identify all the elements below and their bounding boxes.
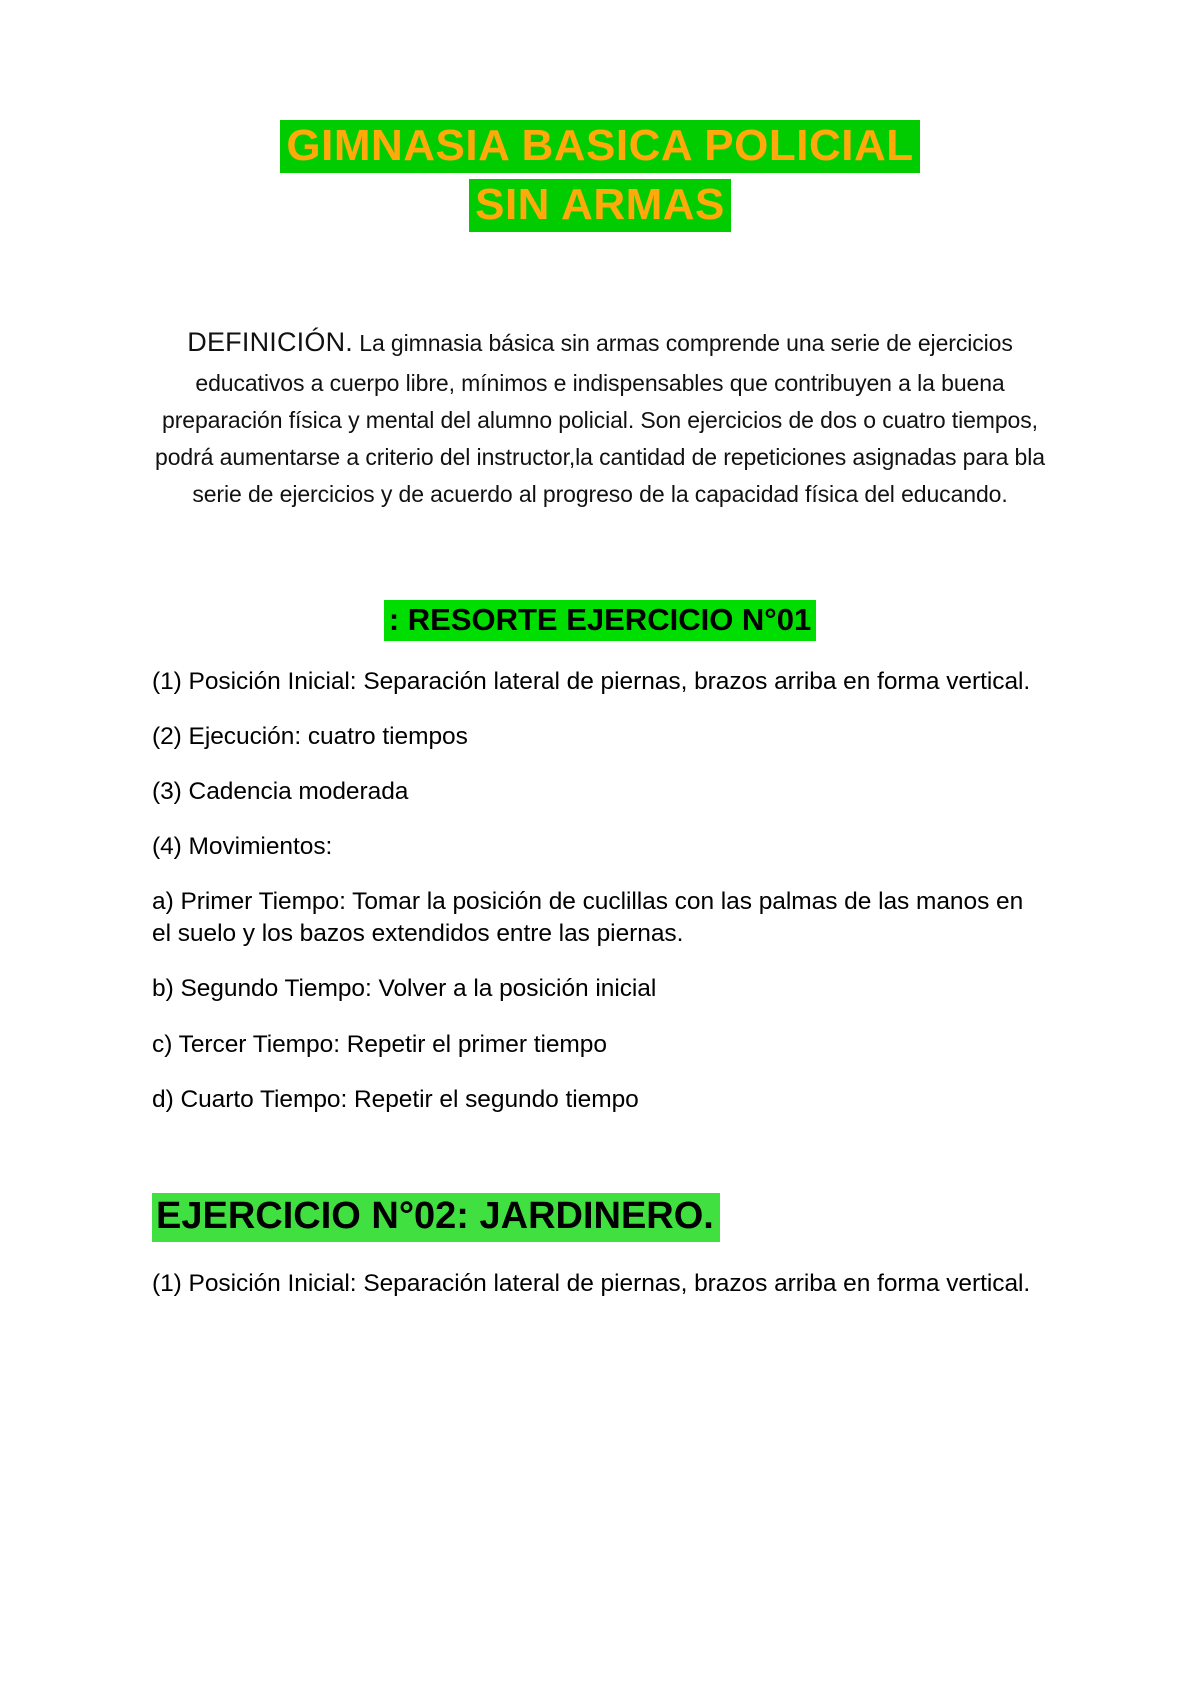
section-heading-exercise-1 xyxy=(152,514,1048,640)
list-item: (1) Posición Inicial: Separación lateral de piernas, brazos arriba en forma vertical. xyxy=(152,1270,1031,1298)
list-item: d) Cuarto Tiempo: Repetir el segundo tiempo xyxy=(152,1085,639,1113)
page-title-line-1: GIMNASIA BASICA POLICIAL xyxy=(280,120,919,173)
list-item: a) Primer Tiempo: Tomar la posición de cuclillas con las palmas de las manos en el suelo y los bazos extendidos entre las piernas. xyxy=(152,888,1024,948)
list-item: (3) Cadencia moderada xyxy=(152,778,409,806)
list-item: (2) Ejecución: cuatro tiempos xyxy=(152,723,468,750)
list-item: b) Segundo Tiempo: Volver a la posición inicial xyxy=(152,975,657,1003)
definition-body-text: La gimnasia básica sin armas comprende una serie de ejercicios educativos a cuerpo libre, mínimos e indispensables que contribuyen a la buena preparación física y mental del alumno policial. Son ejercicios de dos o cuatro tiempos, podrá aumentarse a criterio del instructor,la cantidad de repeticiones asignadas para bla serie de ejercicios y de acuerdo al progreso de la capacidad física del educando. xyxy=(155,329,1045,508)
definition-paragraph xyxy=(152,233,1048,514)
exercise-1-list xyxy=(152,666,1048,1116)
exercise-2-list xyxy=(152,1268,1048,1300)
page-title-line-2: SIN ARMAS xyxy=(469,179,731,232)
list-item: (4) Movimientos: xyxy=(152,833,333,861)
list-item: c) Tercer Tiempo: Repetir el primer tiempo xyxy=(152,1030,607,1058)
page-title xyxy=(152,0,1048,233)
list-item: (1) Posición Inicial: Separación lateral de piernas, brazos arriba en forma vertical. xyxy=(152,667,1031,695)
section-heading-exercise-2-label: EJERCICIO N°02: JARDINERO. xyxy=(152,1193,720,1242)
definition-lead-label: DEFINICIÓN. xyxy=(187,326,353,357)
section-heading-exercise-1-label: : RESORTE EJERCICIO N°01 xyxy=(384,600,816,641)
section-heading-exercise-2 xyxy=(152,1116,1048,1241)
